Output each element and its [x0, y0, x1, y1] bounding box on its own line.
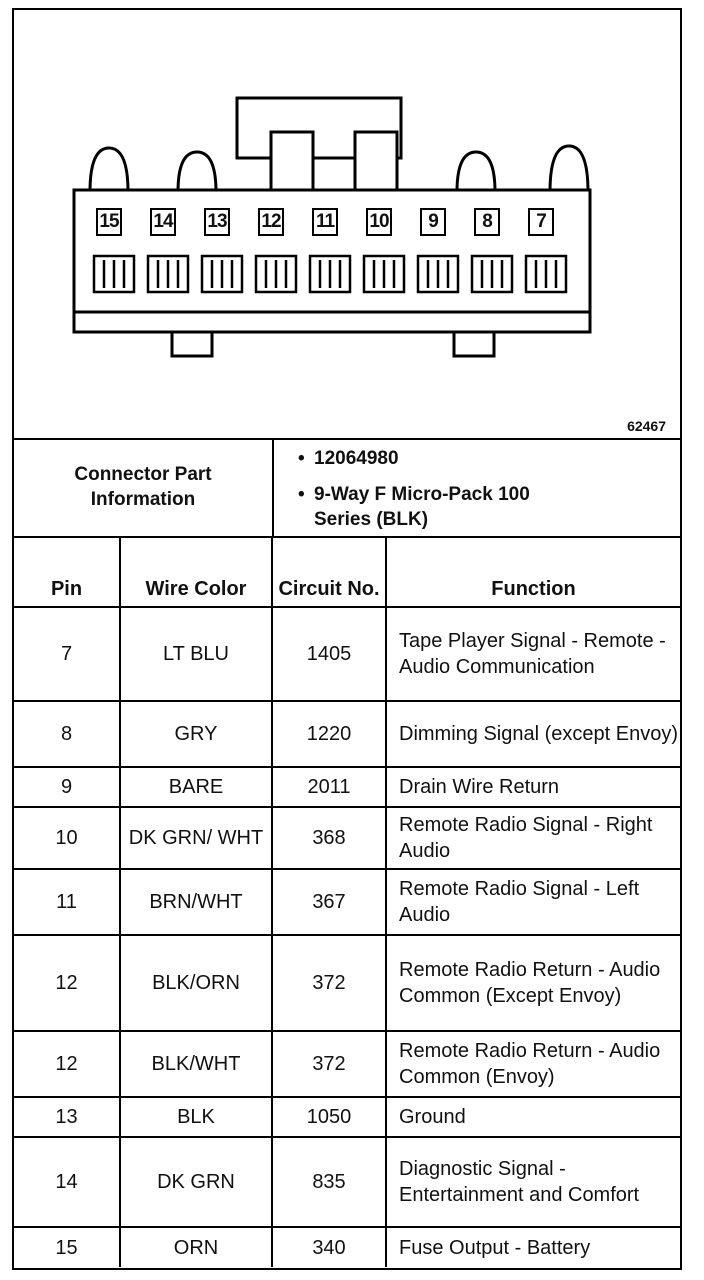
bump-3: [457, 152, 495, 192]
pin-label-15: 15: [96, 208, 122, 236]
cell-function: Tape Player Signal - Remote - Audio Communication: [386, 607, 680, 701]
connector-part-information: [14, 438, 680, 538]
cell-wire-color: DK GRN: [120, 1137, 272, 1227]
cell-wire-color: ORN: [120, 1227, 272, 1267]
cell-wire-color: BARE: [120, 767, 272, 807]
cell-wire-color: DK GRN/ WHT: [120, 807, 272, 869]
cell-pin: 15: [14, 1227, 120, 1267]
terminal-cavities: [94, 256, 566, 292]
cell-function: Dimming Signal (except Envoy): [386, 701, 680, 767]
cell-function: Remote Radio Signal - Right Audio: [386, 807, 680, 869]
cell-wire-color: BLK/ORN: [120, 935, 272, 1031]
cell-wire-color: GRY: [120, 701, 272, 767]
connector-base: [74, 312, 590, 332]
cell-pin: 7: [14, 607, 120, 701]
figure-reference-number: 62467: [627, 418, 666, 434]
latch-left-post: [271, 132, 313, 192]
connector-info-label-cell: [14, 438, 274, 536]
pin-label-13: 13: [204, 208, 230, 236]
cell-circuit-no: 372: [272, 1031, 386, 1097]
header-circuit-no: Circuit No.: [272, 538, 386, 607]
bump-2: [178, 152, 216, 192]
table-row: [14, 1137, 680, 1227]
pin-table: [14, 538, 680, 1267]
table-row: [14, 1097, 680, 1137]
table-row: [14, 935, 680, 1031]
connector-diagram: [14, 10, 680, 440]
cell-circuit-no: 835: [272, 1137, 386, 1227]
cell-wire-color: BLK: [120, 1097, 272, 1137]
connector-info-label: Connector Part Information: [74, 464, 212, 510]
cell-pin: 12: [14, 1031, 120, 1097]
latch-right-post: [355, 132, 397, 192]
cell-circuit-no: 340: [272, 1227, 386, 1267]
header-wire-color: Wire Color: [120, 538, 272, 607]
table-row: [14, 807, 680, 869]
cell-circuit-no: 368: [272, 807, 386, 869]
table-row: [14, 1031, 680, 1097]
part-number: • 12064980: [314, 446, 399, 471]
pin-label-11: 11: [312, 208, 338, 236]
connector-info-values: [274, 438, 680, 536]
cell-pin: 13: [14, 1097, 120, 1137]
connector-description: • 9-Way F Micro-Pack 100 Series (BLK): [314, 482, 574, 532]
cell-pin: 12: [14, 935, 120, 1031]
cell-pin: 11: [14, 869, 120, 935]
cell-wire-color: BRN/WHT: [120, 869, 272, 935]
table-row: [14, 1227, 680, 1267]
cell-circuit-no: 372: [272, 935, 386, 1031]
bump-1: [90, 148, 128, 192]
cell-circuit-no: 1050: [272, 1097, 386, 1137]
table-row: [14, 767, 680, 807]
cell-circuit-no: 2011: [272, 767, 386, 807]
cell-function: Remote Radio Signal - Left Audio: [386, 869, 680, 935]
cell-pin: 8: [14, 701, 120, 767]
connector-document: [12, 8, 682, 1270]
table-row: [14, 869, 680, 935]
table-body: [14, 607, 680, 1267]
cell-function: Drain Wire Return: [386, 767, 680, 807]
table-header-row: [14, 538, 680, 607]
pin-label-7: 7: [528, 208, 554, 236]
cell-circuit-no: 1405: [272, 607, 386, 701]
pin-label-12: 12: [258, 208, 284, 236]
cell-function: Diagnostic Signal - Entertainment and Comfort: [386, 1137, 680, 1227]
cell-wire-color: BLK/WHT: [120, 1031, 272, 1097]
cell-pin: 10: [14, 807, 120, 869]
cell-pin: 9: [14, 767, 120, 807]
cell-wire-color: LT BLU: [120, 607, 272, 701]
cell-pin: 14: [14, 1137, 120, 1227]
pin-label-8: 8: [474, 208, 500, 236]
cell-function: Fuse Output - Battery: [386, 1227, 680, 1267]
cell-circuit-no: 1220: [272, 701, 386, 767]
bump-4: [550, 146, 588, 192]
pin-label-14: 14: [150, 208, 176, 236]
cell-function: Ground: [386, 1097, 680, 1137]
table-row: [14, 701, 680, 767]
pin-label-10: 10: [366, 208, 392, 236]
table-row: [14, 607, 680, 701]
header-function: Function: [386, 538, 680, 607]
cell-function: Remote Radio Return - Audio Common (Except Envoy): [386, 935, 680, 1031]
cell-circuit-no: 367: [272, 869, 386, 935]
header-pin: Pin: [14, 538, 120, 607]
pin-label-9: 9: [420, 208, 446, 236]
cell-function: Remote Radio Return - Audio Common (Envoy): [386, 1031, 680, 1097]
